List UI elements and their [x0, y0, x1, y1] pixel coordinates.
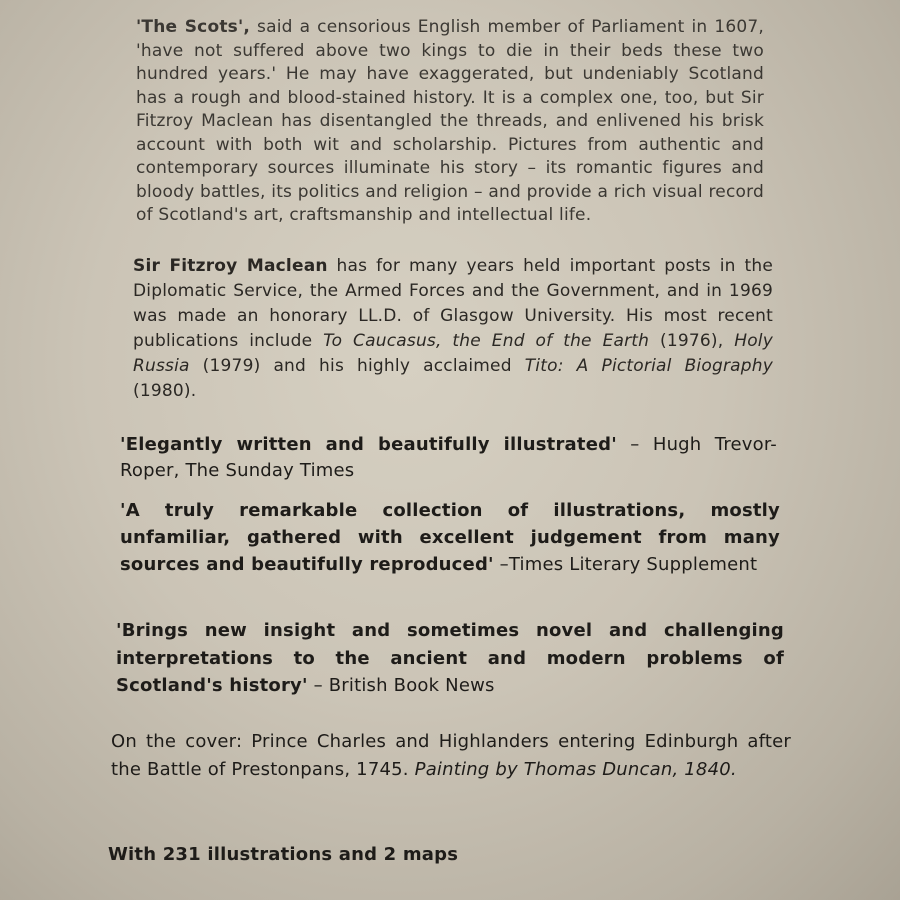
review-quote-3: [116, 617, 784, 700]
author-name: Sir Fitzroy Maclean: [133, 256, 328, 276]
book-title-tito: Tito: A Pictorial Biography: [524, 356, 773, 376]
cover-note-text: On the cover: Prince Charles and Highlanders entering Edinburgh after the Battle of Prestonpans, 1745.: [111, 731, 791, 780]
author-bio-year-3: (1980).: [133, 381, 197, 401]
illustrations-note: With 231 illustrations and 2 maps: [108, 844, 459, 865]
review-quote-1-source: – Hugh Trevor-Roper, The Sunday Times: [120, 434, 778, 481]
author-bio: [133, 254, 773, 404]
cover-note-credit: Painting by Thomas Duncan, 1840.: [414, 759, 737, 780]
author-bio-year-2: (1979) and his highly acclaimed: [189, 356, 525, 376]
review-quote-2-source: –Times Literary Supplement: [493, 554, 758, 575]
review-quote-3-text: 'Brings new insight and sometimes novel and challenging interpretations to the ancient and modern problems of Scotland's history': [116, 620, 784, 696]
author-bio-year-1: (1976),: [649, 331, 735, 351]
review-quote-1: [120, 432, 777, 484]
blurb-lead: 'The Scots',: [136, 17, 251, 37]
review-quote-3-source: – British Book News: [307, 675, 495, 696]
book-title-caucasus: To Caucasus, the End of the Earth: [323, 331, 650, 351]
review-quote-2: [120, 497, 780, 578]
blurb-paragraph: [136, 16, 764, 228]
review-quote-2-text: 'A truly remarkable collection of illustrations, mostly unfamiliar, gathered with excellent judgement from many sources and beautifully reproduced': [120, 500, 780, 575]
review-quote-1-text: 'Elegantly written and beautifully illustrated': [120, 434, 617, 455]
cover-note: [111, 728, 791, 784]
author-bio-text-1: has for many years held important posts in the Diplomatic Service, the Armed Forces and the Government, and in 1969 was made an honorary LL.D. of Glasgow University. His most recent publications include: [133, 256, 773, 351]
book-title-holy-russia: Holy Russia: [133, 331, 773, 376]
blurb-text: said a censorious English member of Parliament in 1607, 'have not suffered above two kings to die in their beds these two hundred years.' He may have exaggerated, but undeniably Scotland has a rough and blood-stained history. It is a complex one, too, but Sir Fitzroy Maclean has disentangled the threads, and enlivened his brisk account with both wit and scholarship. Pictures from authentic and contemporary sources illuminate his story – its romantic figures and bloody battles, its politics and religion – and provide a rich visual record of Scotland's art, craftsmanship and intellectual life.: [136, 17, 765, 225]
